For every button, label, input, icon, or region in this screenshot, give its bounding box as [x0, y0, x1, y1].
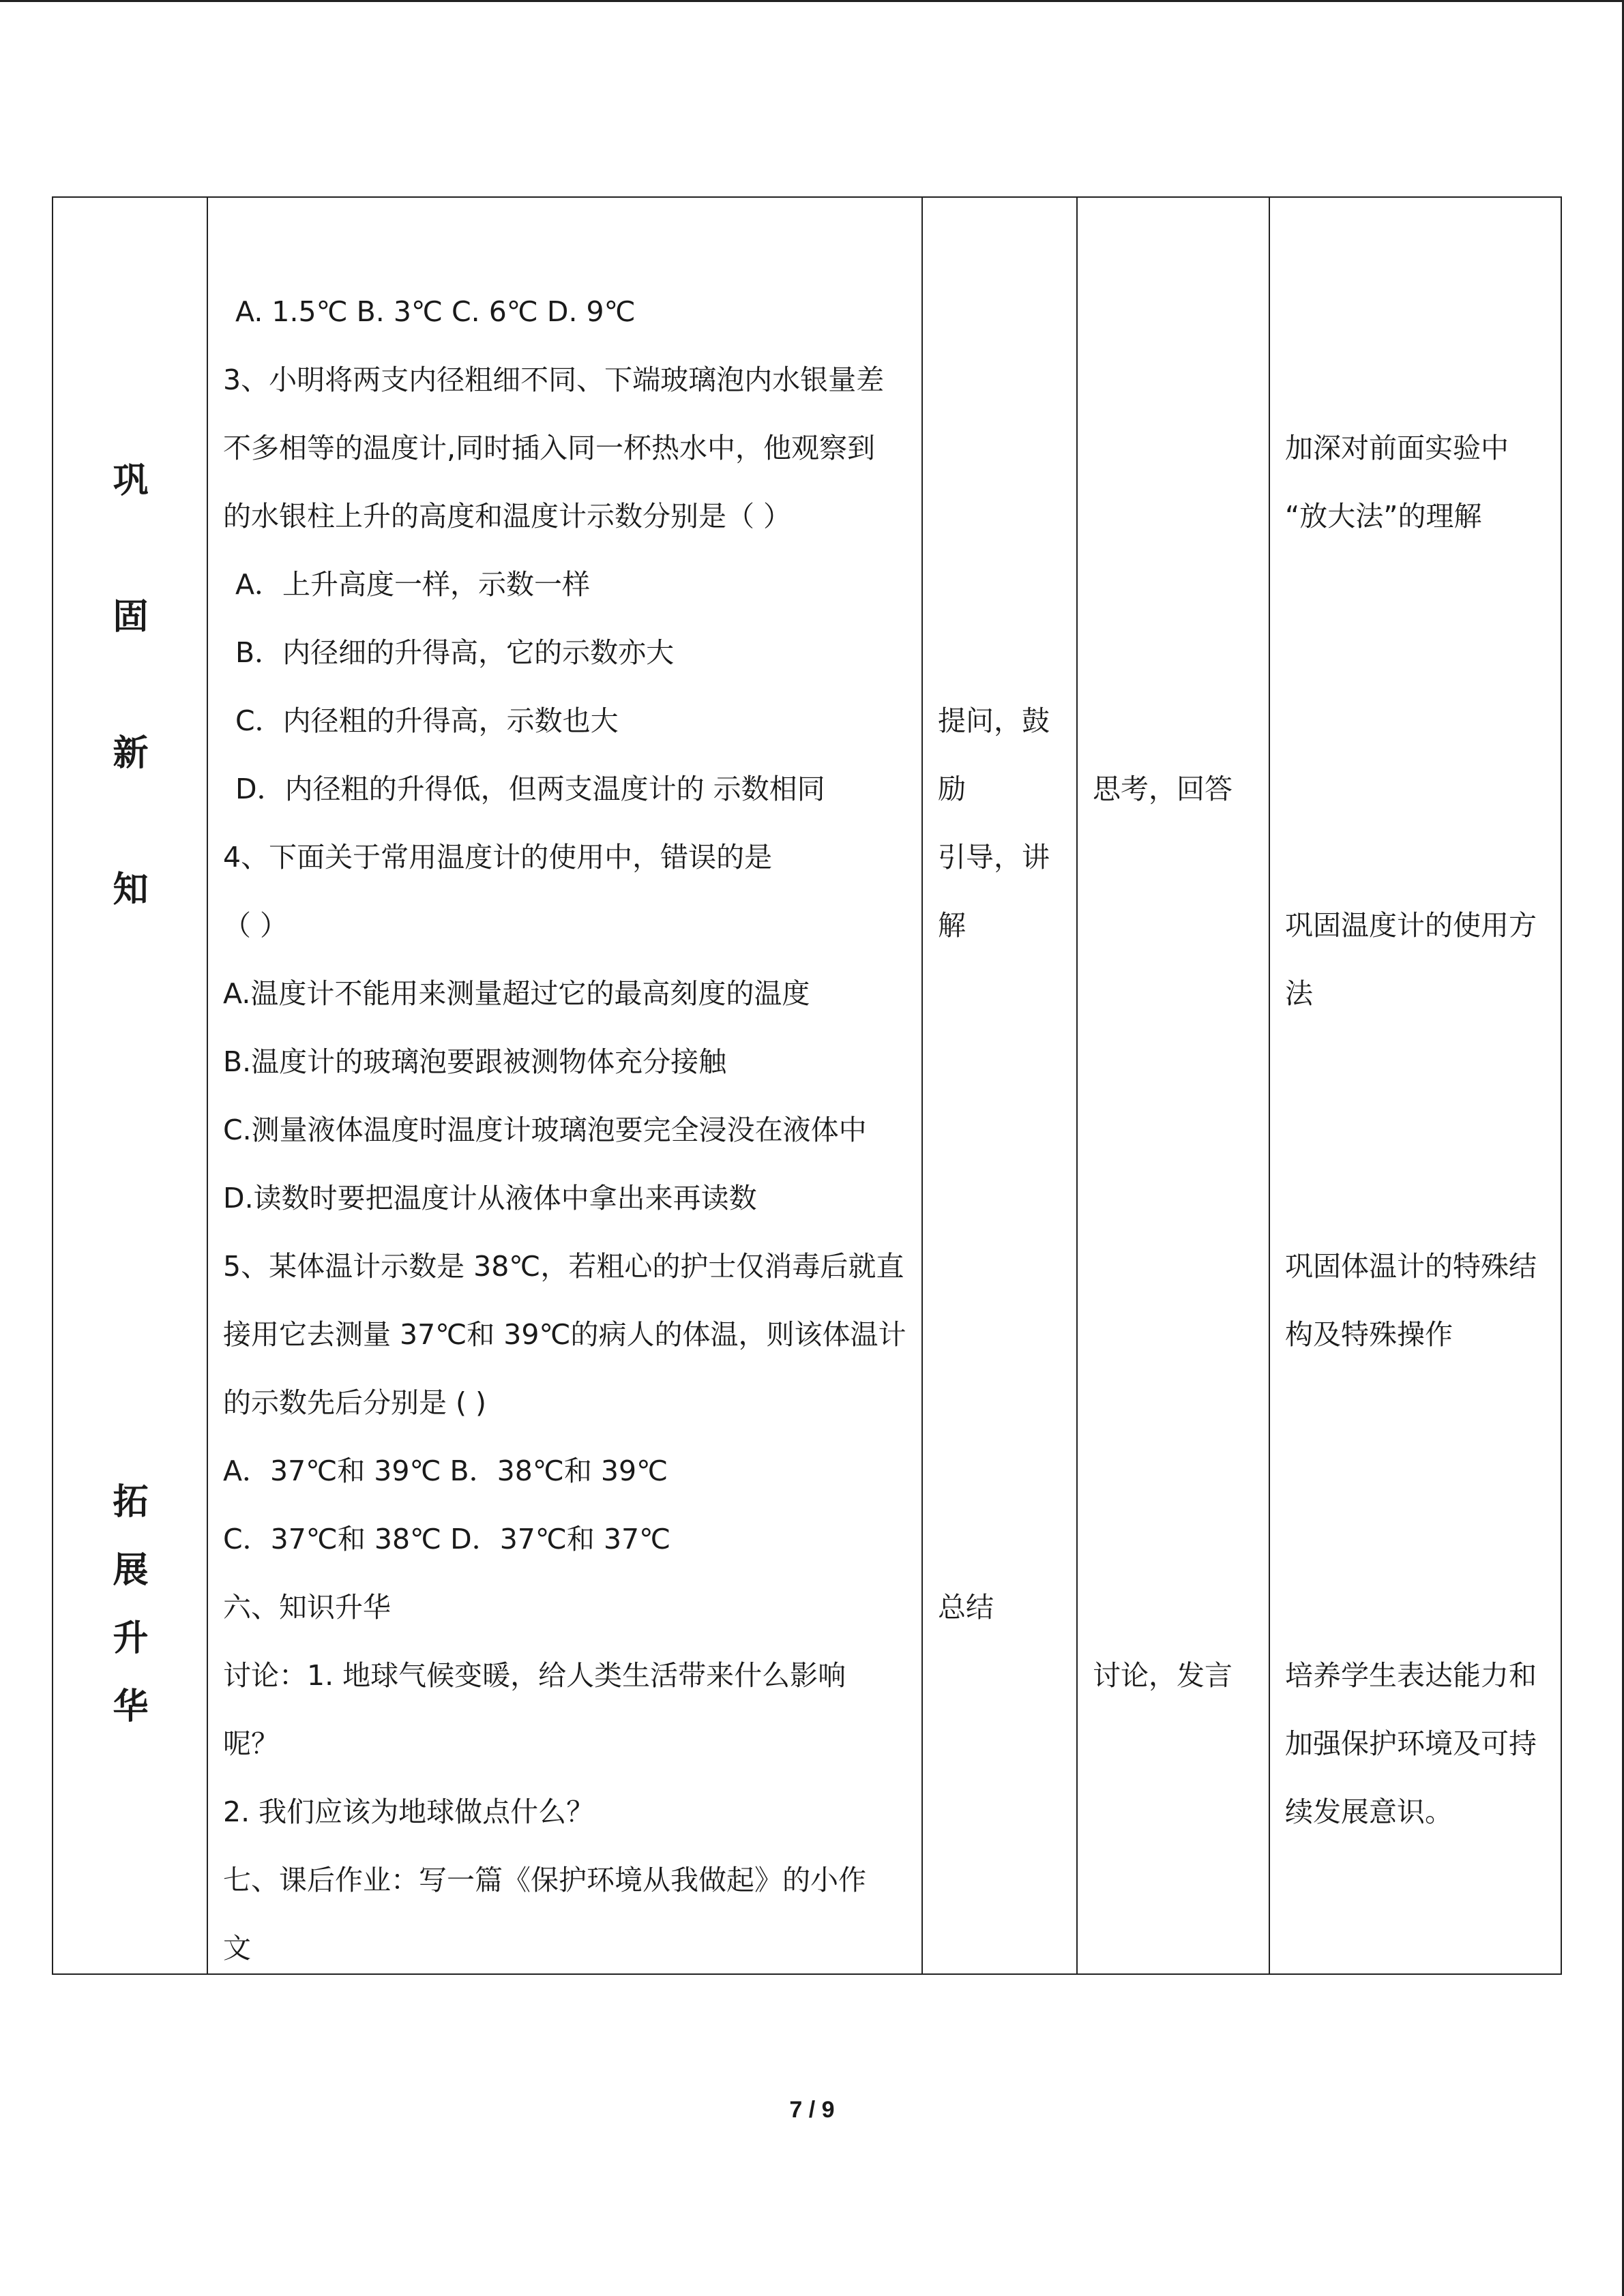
student-activity-line: 讨论，发言: [1093, 1659, 1232, 1692]
content-line: 呢？: [223, 1727, 279, 1760]
content-line: 文: [223, 1932, 251, 1965]
content-line: B.温度计的玻璃泡要跟被测物体充分接触: [223, 1045, 727, 1078]
stage-char: 新: [113, 733, 149, 774]
teacher-activity-line: 引导，讲: [938, 841, 1050, 874]
student-activity-line: 思考，回答: [1093, 773, 1232, 805]
content-line: D．内径粗的升得低，但两支温度计的 示数相同: [235, 773, 825, 805]
design-intent-line: “放大法”的理解: [1285, 500, 1482, 533]
stage-char: 固: [113, 597, 149, 638]
design-intent-line: 续发展意识。: [1285, 1795, 1453, 1828]
content-line: C．37℃和 38℃ D．37℃和 37℃: [223, 1523, 671, 1555]
content-line: 六、知识升华: [223, 1591, 391, 1624]
teacher-activity-line: 总结: [938, 1591, 994, 1624]
content-line: C.测量液体温度时温度计玻璃泡要完全浸没在液体中: [223, 1114, 867, 1146]
content-line: 不多相等的温度计,同时插入同一杯热水中，他观察到: [223, 432, 876, 464]
design-intent-line: 加强保护环境及可持: [1285, 1727, 1537, 1760]
content-column: [207, 197, 922, 1974]
stage-char: 展: [113, 1550, 149, 1591]
design-intent-line: 加深对前面实验中: [1285, 432, 1509, 464]
design-intent-line: 巩固温度计的使用方: [1285, 909, 1537, 942]
stage-char: 华: [113, 1686, 149, 1727]
content-line: 2. 我们应该为地球做点什么？: [223, 1795, 595, 1828]
content-line: B．内径细的升得高，它的示数亦大: [235, 636, 675, 669]
teacher-activity-line: 提问，鼓: [938, 704, 1050, 737]
content-line: A. 1.5℃ B. 3℃ C. 6℃ D. 9℃: [235, 295, 636, 328]
design-intent-line: 培养学生表达能力和: [1285, 1659, 1537, 1692]
stage-char: 拓: [113, 1482, 149, 1523]
teacher-activity-line: 解: [938, 909, 966, 942]
content-line: 接用它去测量 37℃和 39℃的病人的体温，则该体温计: [223, 1318, 906, 1351]
stage-column: [53, 197, 207, 1974]
teacher-activity-column: [922, 197, 1077, 1974]
content-line: 讨论：1. 地球气候变暖，给人类生活带来什么影响: [223, 1659, 846, 1692]
content-line: 5、某体温计示数是 38℃，若粗心的护士仅消毒后就直: [223, 1250, 904, 1283]
content-line: 4、下面关于常用温度计的使用中，错误的是: [223, 841, 773, 874]
content-line: （ ）: [223, 909, 289, 942]
content-line: A．37℃和 39℃ B．38℃和 39℃: [223, 1455, 668, 1487]
stage-char: 升: [113, 1618, 149, 1659]
page-top-border: [0, 0, 1624, 2]
content-line: D.读数时要把温度计从液体中拿出来再读数: [223, 1182, 757, 1214]
design-intent-line: 巩固体温计的特殊结: [1285, 1250, 1537, 1283]
content-line: 的示数先后分别是 ( ): [223, 1386, 487, 1419]
student-activity-column: [1077, 197, 1269, 1974]
content-line: 七、课后作业：写一篇《保护环境从我做起》的小作: [223, 1864, 866, 1896]
content-line: C．内径粗的升得高，示数也大: [235, 704, 619, 737]
page-number: 7 / 9: [789, 2097, 835, 2123]
content-line: A．上升高度一样，示数一样: [235, 568, 591, 601]
lesson-plan-table: [52, 196, 1562, 1975]
content-line: 3、小明将两支内径粗细不同、下端玻璃泡内水银量差: [223, 363, 885, 396]
design-intent-line: 构及特殊操作: [1285, 1318, 1453, 1351]
stage-char: 知: [113, 869, 149, 910]
design-intent-line: 法: [1285, 977, 1313, 1010]
content-line: 的水银柱上升的高度和温度计示数分别是（ ）: [223, 500, 792, 533]
stage-char: 巩: [113, 460, 149, 501]
table-row: [53, 197, 1561, 1974]
teacher-activity-line: 励: [938, 773, 966, 805]
design-intent-column: [1269, 197, 1561, 1974]
content-line: A.温度计不能用来测量超过它的最高刻度的温度: [223, 977, 810, 1010]
